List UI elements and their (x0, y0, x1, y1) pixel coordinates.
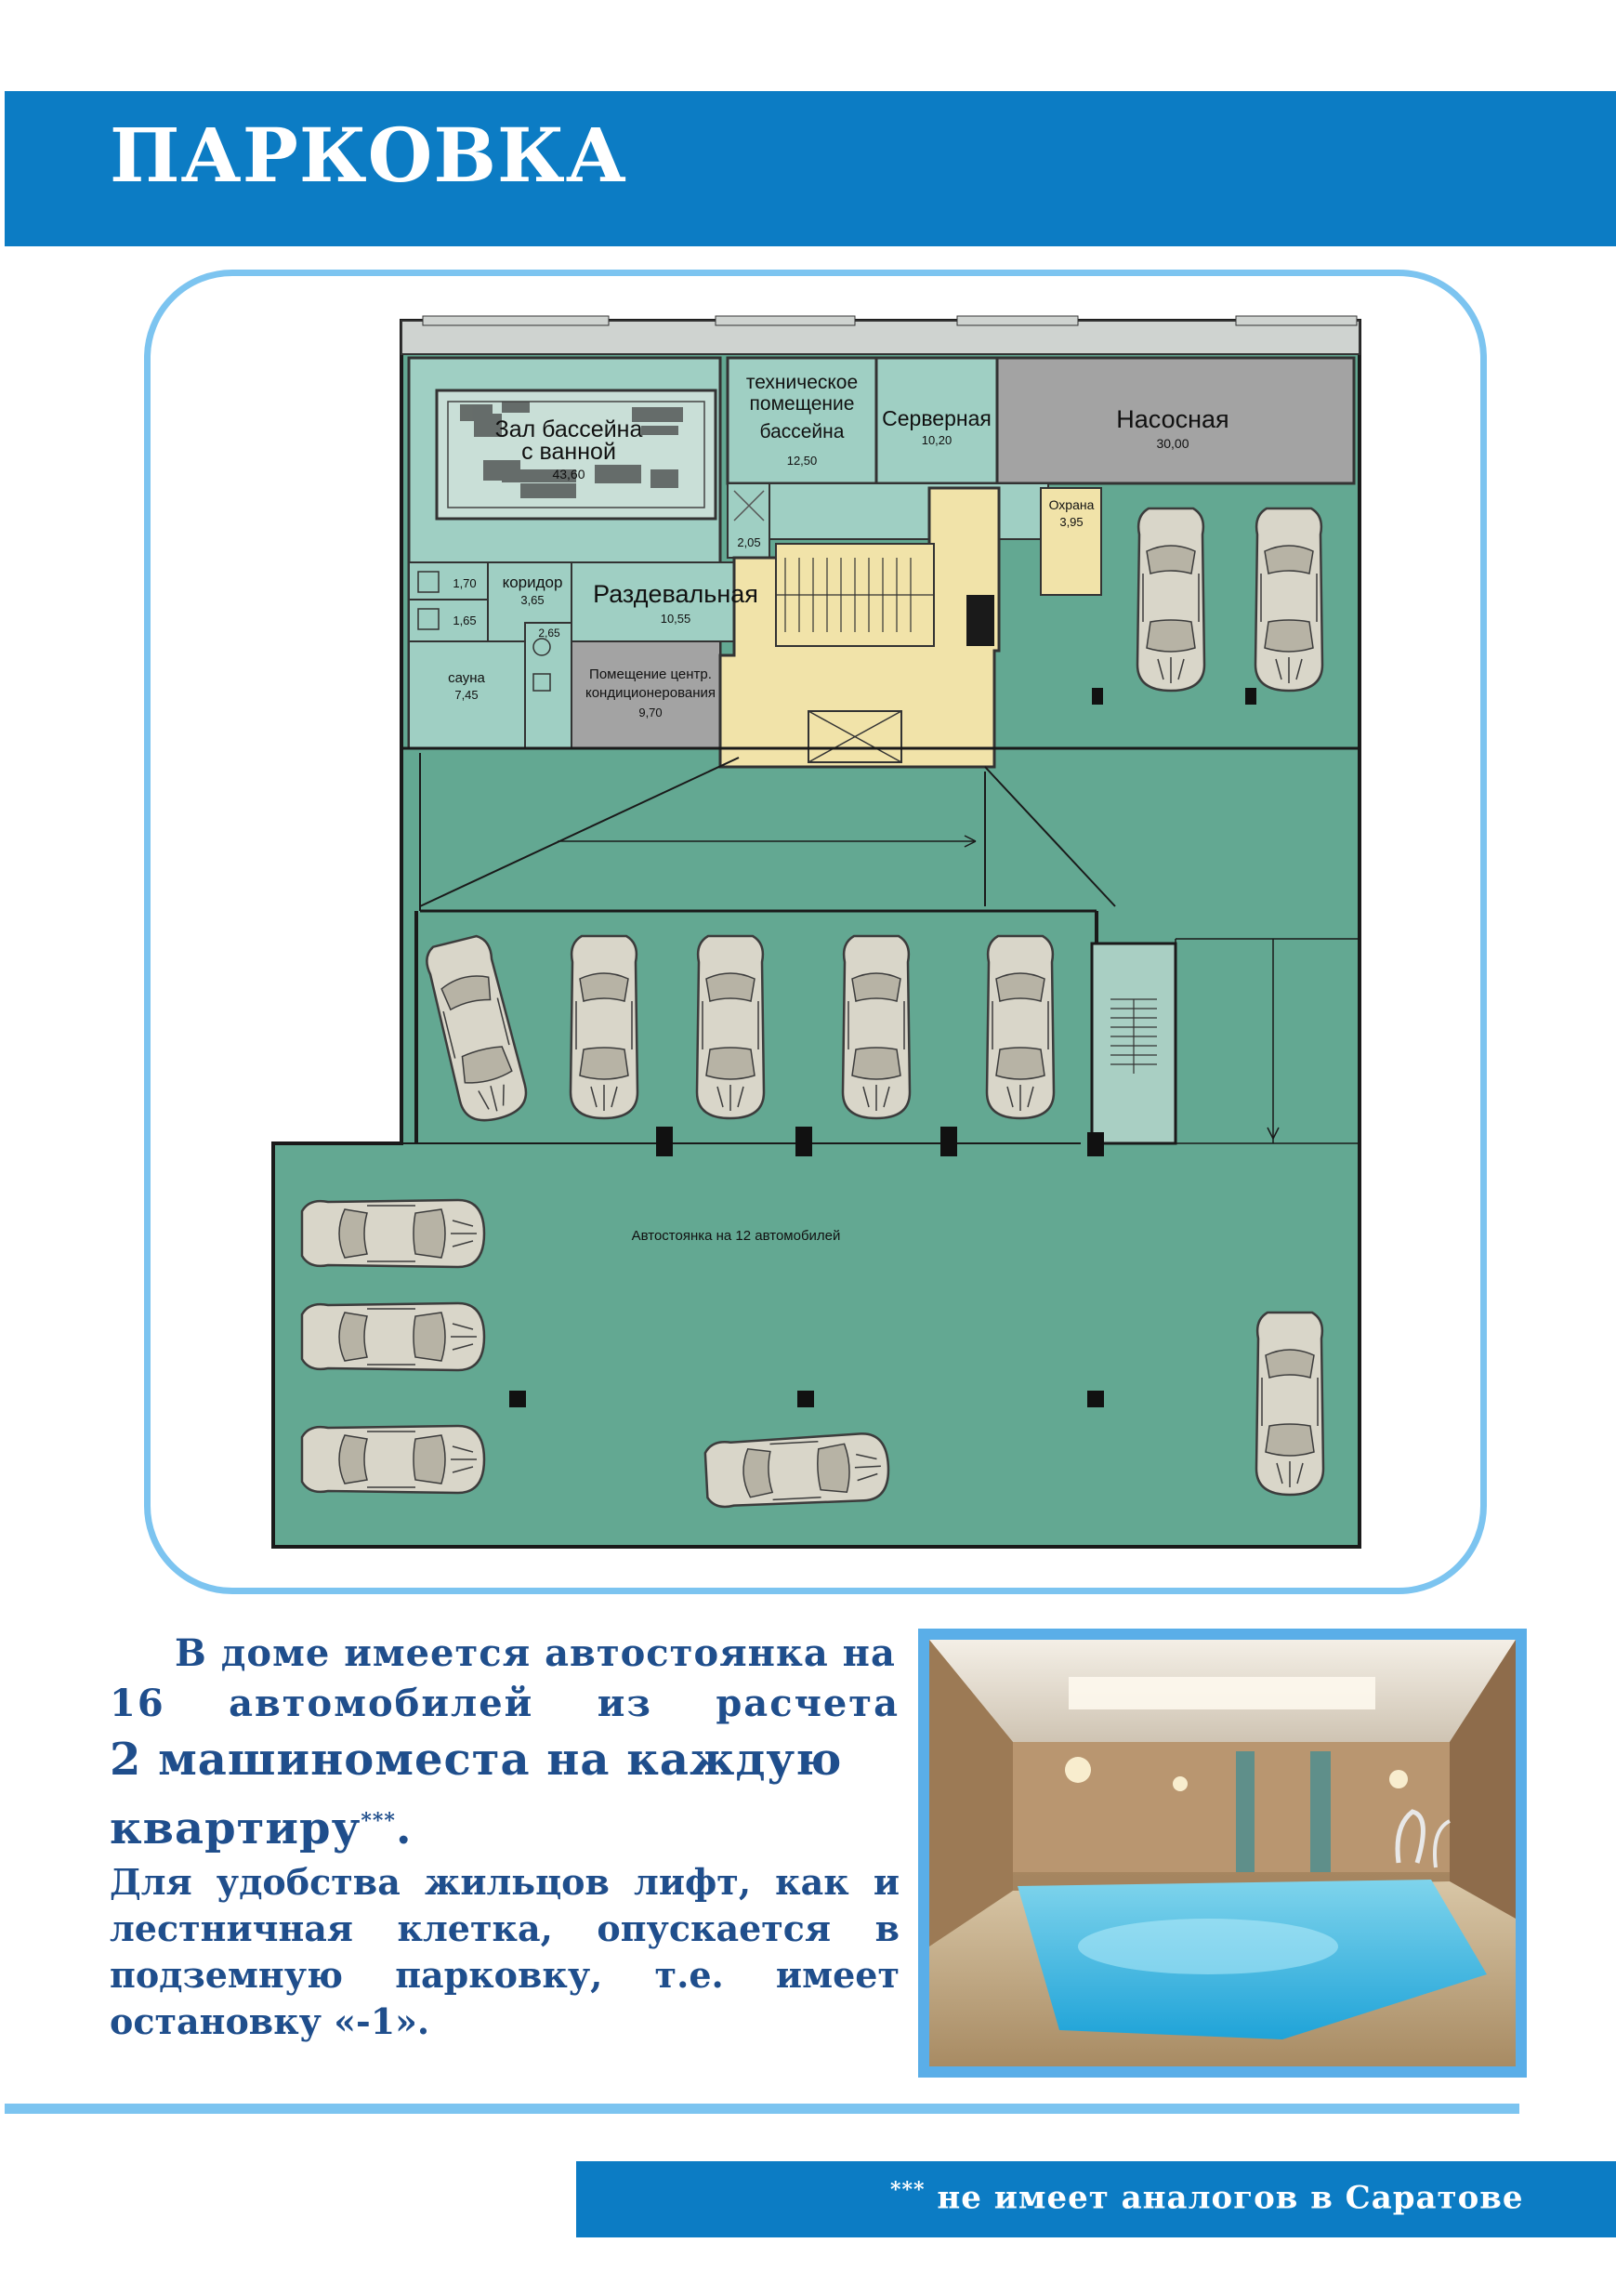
page-title: ПАРКОВКА (110, 112, 627, 199)
car-icon (571, 936, 637, 1118)
label-server: Серверная (882, 406, 992, 430)
area-pool-hall: 43,60 (552, 467, 585, 482)
area-changing: 10,55 (660, 612, 691, 626)
area-pump: 30,00 (1156, 436, 1189, 451)
area-165: 1,65 (453, 614, 477, 627)
car-icon (697, 936, 764, 1118)
label-pool-hall: Зал бассейна (494, 416, 643, 442)
label-hvac-1: Помещение центр. (589, 666, 712, 682)
label-security: Охрана (1048, 497, 1095, 512)
area-pool-tech: 12,50 (786, 454, 818, 468)
car-icon (302, 1303, 484, 1370)
area-170: 1,70 (453, 576, 477, 590)
area-server: 10,20 (921, 433, 953, 447)
label-parking: Автостоянка на 12 автомобилей (631, 1228, 841, 1244)
divider-line (5, 2104, 1519, 2114)
car-icon (987, 936, 1054, 1118)
label-pool-tech-2: помещение (749, 393, 855, 415)
area-corridor: 3,65 (520, 593, 545, 607)
car-icon (843, 936, 910, 1118)
area-sauna: 7,45 (454, 688, 479, 702)
car-icon (1137, 508, 1204, 691)
text-line-4: квартиру***. (110, 1802, 413, 1854)
area-security: 3,95 (1059, 515, 1084, 529)
label-hvac-2: кондиционерования (585, 685, 716, 701)
area-hvac: 9,70 (638, 706, 663, 719)
label-sauna: сауна (448, 670, 485, 686)
text-line-3: 2 машиноместа на каждую (110, 1734, 843, 1786)
area-wc: 2,65 (538, 627, 560, 640)
label-pool-tech-1: техническое (745, 372, 859, 393)
car-icon (1255, 508, 1322, 691)
footer-note: *** не имеет аналогов в Саратове (890, 2178, 1524, 2217)
car-icon (704, 1432, 889, 1509)
text-paragraph-2: Для удобства жильцов лифт, как и лестничная клетка, опускается в подземную парковку, т.е. имеет остановку «-1». (110, 1861, 900, 2042)
pool-photo (929, 1640, 1516, 2066)
corridor-upper (769, 483, 1048, 539)
car-icon (1256, 1313, 1323, 1495)
description-text (110, 1629, 900, 2045)
label-changing: Раздевальная (593, 580, 758, 608)
label-corridor: коридор (502, 574, 563, 591)
label-pump: Насосная (1116, 405, 1229, 433)
car-icon (302, 1426, 484, 1493)
area-205: 2,05 (737, 535, 761, 549)
label-pool-hall-2: с ванной (521, 439, 616, 465)
label-pool-tech-3: бассейна (759, 421, 845, 442)
text-line-2: 16 автомобилей из расчета (110, 1682, 900, 1725)
text-line-1: В доме имеется автостоянка на (175, 1631, 896, 1675)
car-icon (302, 1200, 484, 1267)
